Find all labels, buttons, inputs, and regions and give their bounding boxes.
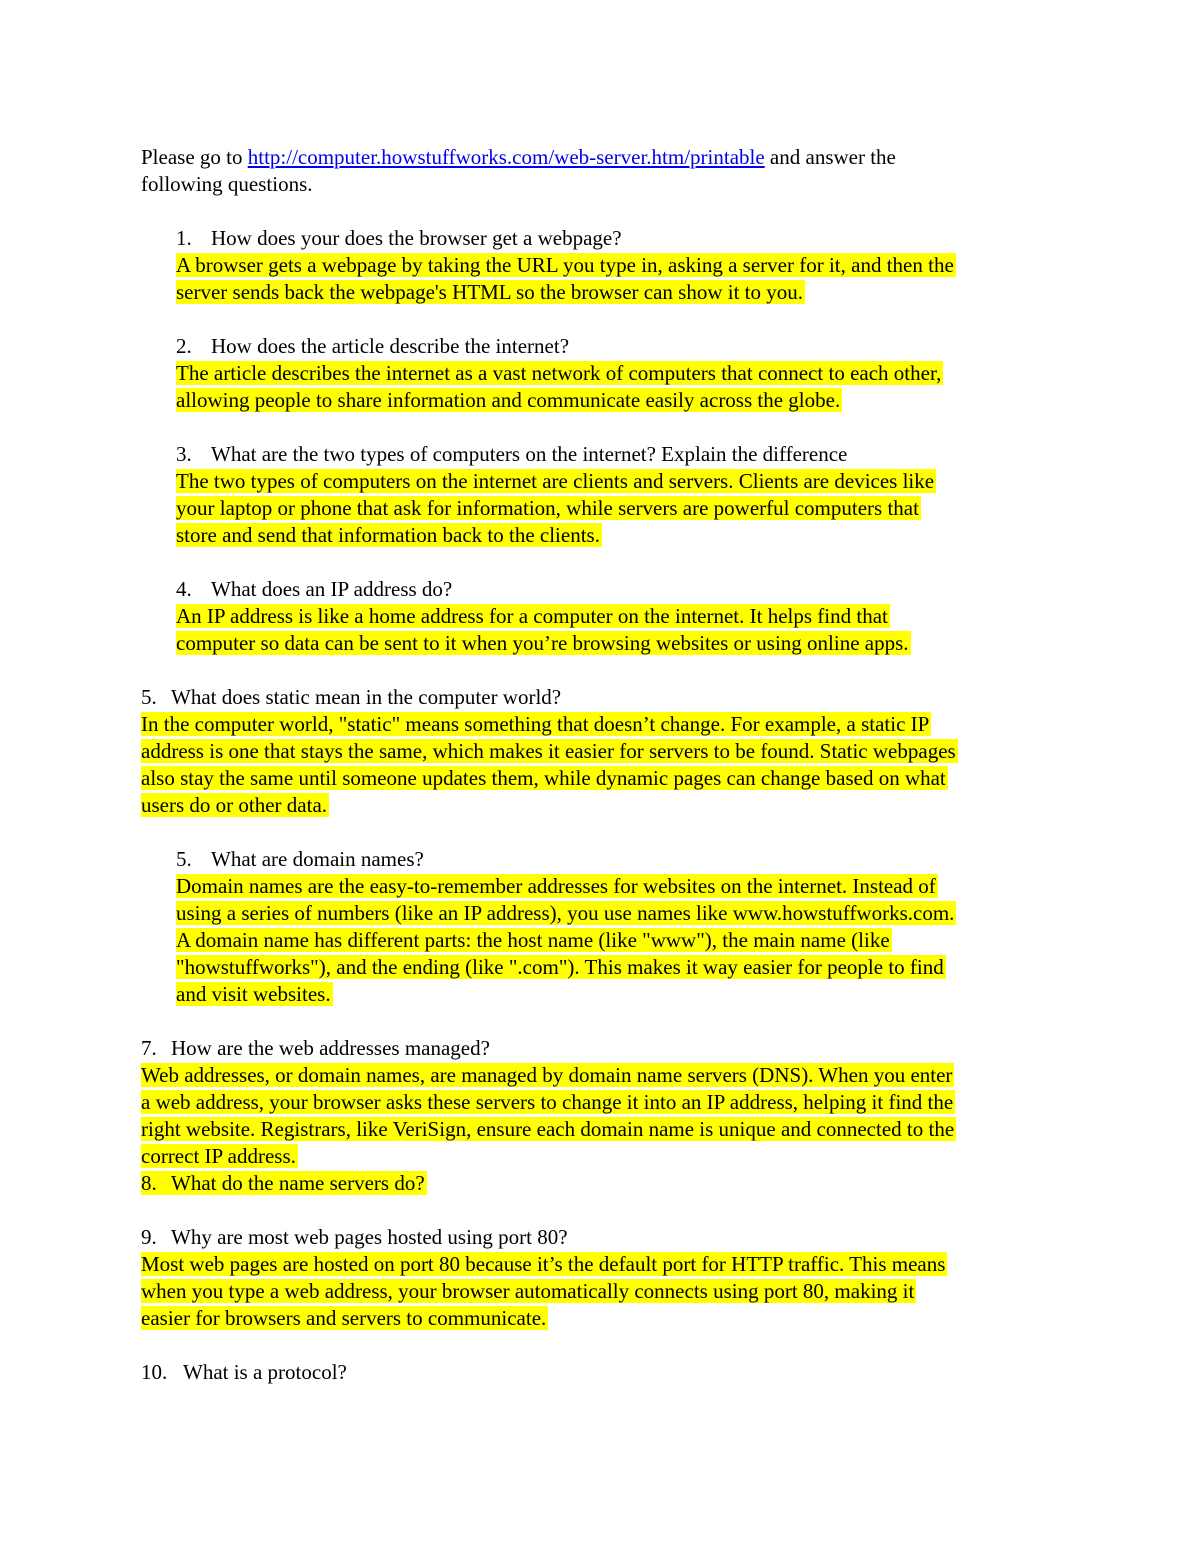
- question-number: 10.: [141, 1360, 168, 1384]
- answer-highlight: your laptop or phone that ask for information, while servers are powerful computers that: [176, 496, 919, 520]
- answer-highlight: In the computer world, "static" means something that doesn’t change. For example, a static IP: [141, 712, 930, 736]
- answer-highlight: A domain name has different parts: the host name (like "www"), the main name (like: [176, 928, 890, 952]
- question-number: 8.: [141, 1171, 157, 1195]
- question-text: How does the article describe the internet?: [211, 334, 570, 358]
- question-number: 2.: [176, 334, 192, 358]
- question-10: [141, 1359, 347, 1386]
- answer-3-line-3: [176, 522, 602, 549]
- question-number: 4.: [176, 577, 192, 601]
- answer-5-line-2: [141, 738, 958, 765]
- question-number: 9.: [141, 1225, 157, 1249]
- answer-highlight: users do or other data.: [141, 793, 328, 817]
- answer-7-line-4: [141, 1143, 298, 1170]
- answer-highlight: Most web pages are hosted on port 80 because it’s the default port for HTTP traffic. This means: [141, 1252, 946, 1276]
- answer-highlight: Web addresses, or domain names, are managed by domain name servers (DNS). When you enter: [141, 1063, 953, 1087]
- question-text: What does static mean in the computer world?: [171, 685, 562, 709]
- intro-link[interactable]: http://computer.howstuffworks.com/web-server.htm/printable: [247, 145, 765, 169]
- answer-2-line-1: [176, 360, 943, 387]
- question-text: Why are most web pages hosted using port 80?: [171, 1225, 568, 1249]
- answer-highlight: store and send that information back to the clients.: [176, 523, 600, 547]
- answer-highlight: when you type a web address, your browser automatically connects using port 80, making it: [141, 1279, 915, 1303]
- question-number: 5.: [176, 847, 192, 871]
- answer-highlight: computer so data can be sent to it when you’re browsing websites or using online apps.: [176, 631, 909, 655]
- question-4: [176, 576, 452, 603]
- answer-7-line-1: [141, 1062, 954, 1089]
- answer-highlight: also stay the same until someone updates them, while dynamic pages can change based on what: [141, 766, 946, 790]
- question-text: How are the web addresses managed?: [171, 1036, 490, 1060]
- answer-5-line-4: [141, 792, 329, 819]
- question-number: 3.: [176, 442, 192, 466]
- question-text: What do the name servers do?: [171, 1171, 425, 1195]
- question-9: [141, 1224, 568, 1251]
- question-7: [141, 1035, 490, 1062]
- answer-4-line-2: [176, 630, 911, 657]
- intro-suffix: and answer the: [764, 145, 896, 169]
- question-8: [141, 1170, 427, 1197]
- answer-highlight: address is one that stays the same, which makes it easier for servers to be found. Static webpages: [141, 739, 956, 763]
- answer-6-line-5: [176, 981, 333, 1008]
- question-5: [141, 684, 561, 711]
- intro-prefix: Please go to: [141, 145, 248, 169]
- intro-line: [141, 144, 896, 171]
- question-number: 7.: [141, 1036, 157, 1060]
- answer-2-line-2: [176, 387, 842, 414]
- question-1: [176, 225, 622, 252]
- answer-3-line-1: [176, 468, 936, 495]
- answer-1-line-1: [176, 252, 956, 279]
- question-text: How does your does the browser get a webpage?: [211, 226, 622, 250]
- answer-6-line-3: [176, 927, 892, 954]
- answer-4-line-1: [176, 603, 890, 630]
- question-2: [176, 333, 569, 360]
- answer-7-line-2: [141, 1089, 955, 1116]
- answer-highlight: allowing people to share information and communicate easily across the globe.: [176, 388, 841, 412]
- answer-highlight: a web address, your browser asks these servers to change it into an IP address, helping it find the: [141, 1090, 954, 1114]
- question-number: 1.: [176, 226, 192, 250]
- question-3: [176, 441, 847, 468]
- answer-highlight: server sends back the webpage's HTML so the browser can show it to you.: [176, 280, 804, 304]
- answer-highlight: right website. Registrars, like VeriSign, ensure each domain name is unique and connected to the: [141, 1117, 955, 1141]
- answer-9-line-3: [141, 1305, 548, 1332]
- question-text: What is a protocol?: [183, 1360, 347, 1384]
- question-text: What are domain names?: [211, 847, 424, 871]
- answer-6-line-1: [176, 873, 938, 900]
- answer-9-line-1: [141, 1251, 947, 1278]
- answer-3-line-2: [176, 495, 921, 522]
- answer-highlight: and visit websites.: [176, 982, 331, 1006]
- answer-6-line-4: [176, 954, 946, 981]
- answer-9-line-2: [141, 1278, 916, 1305]
- intro-line-2: following questions.: [141, 172, 313, 196]
- question-text: What are the two types of computers on the internet? Explain the difference: [211, 442, 848, 466]
- question-number: 5.: [141, 685, 157, 709]
- question-6: [176, 846, 424, 873]
- question-highlight: [141, 1171, 427, 1195]
- answer-5-line-3: [141, 765, 948, 792]
- answer-highlight: The two types of computers on the internet are clients and servers. Clients are devices like: [176, 469, 935, 493]
- answer-6-line-2: [176, 900, 956, 927]
- question-text: What does an IP address do?: [211, 577, 453, 601]
- answer-highlight: correct IP address.: [141, 1144, 296, 1168]
- answer-highlight: easier for browsers and servers to communicate.: [141, 1306, 547, 1330]
- answer-highlight: The article describes the internet as a vast network of computers that connect to each other,: [176, 361, 942, 385]
- answer-7-line-3: [141, 1116, 956, 1143]
- answer-1-line-2: [176, 279, 805, 306]
- answer-highlight: Domain names are the easy-to-remember addresses for websites on the internet. Instead of: [176, 874, 936, 898]
- answer-highlight: "howstuffworks"), and the ending (like ".com"). This makes it way easier for people to find: [176, 955, 944, 979]
- answer-highlight: A browser gets a webpage by taking the URL you type in, asking a server for it, and then the: [176, 253, 954, 277]
- answer-highlight: An IP address is like a home address for a computer on the internet. It helps find that: [176, 604, 888, 628]
- answer-5-line-1: [141, 711, 931, 738]
- answer-highlight: using a series of numbers (like an IP address), you use names like www.howstuffworks.com.: [176, 901, 955, 925]
